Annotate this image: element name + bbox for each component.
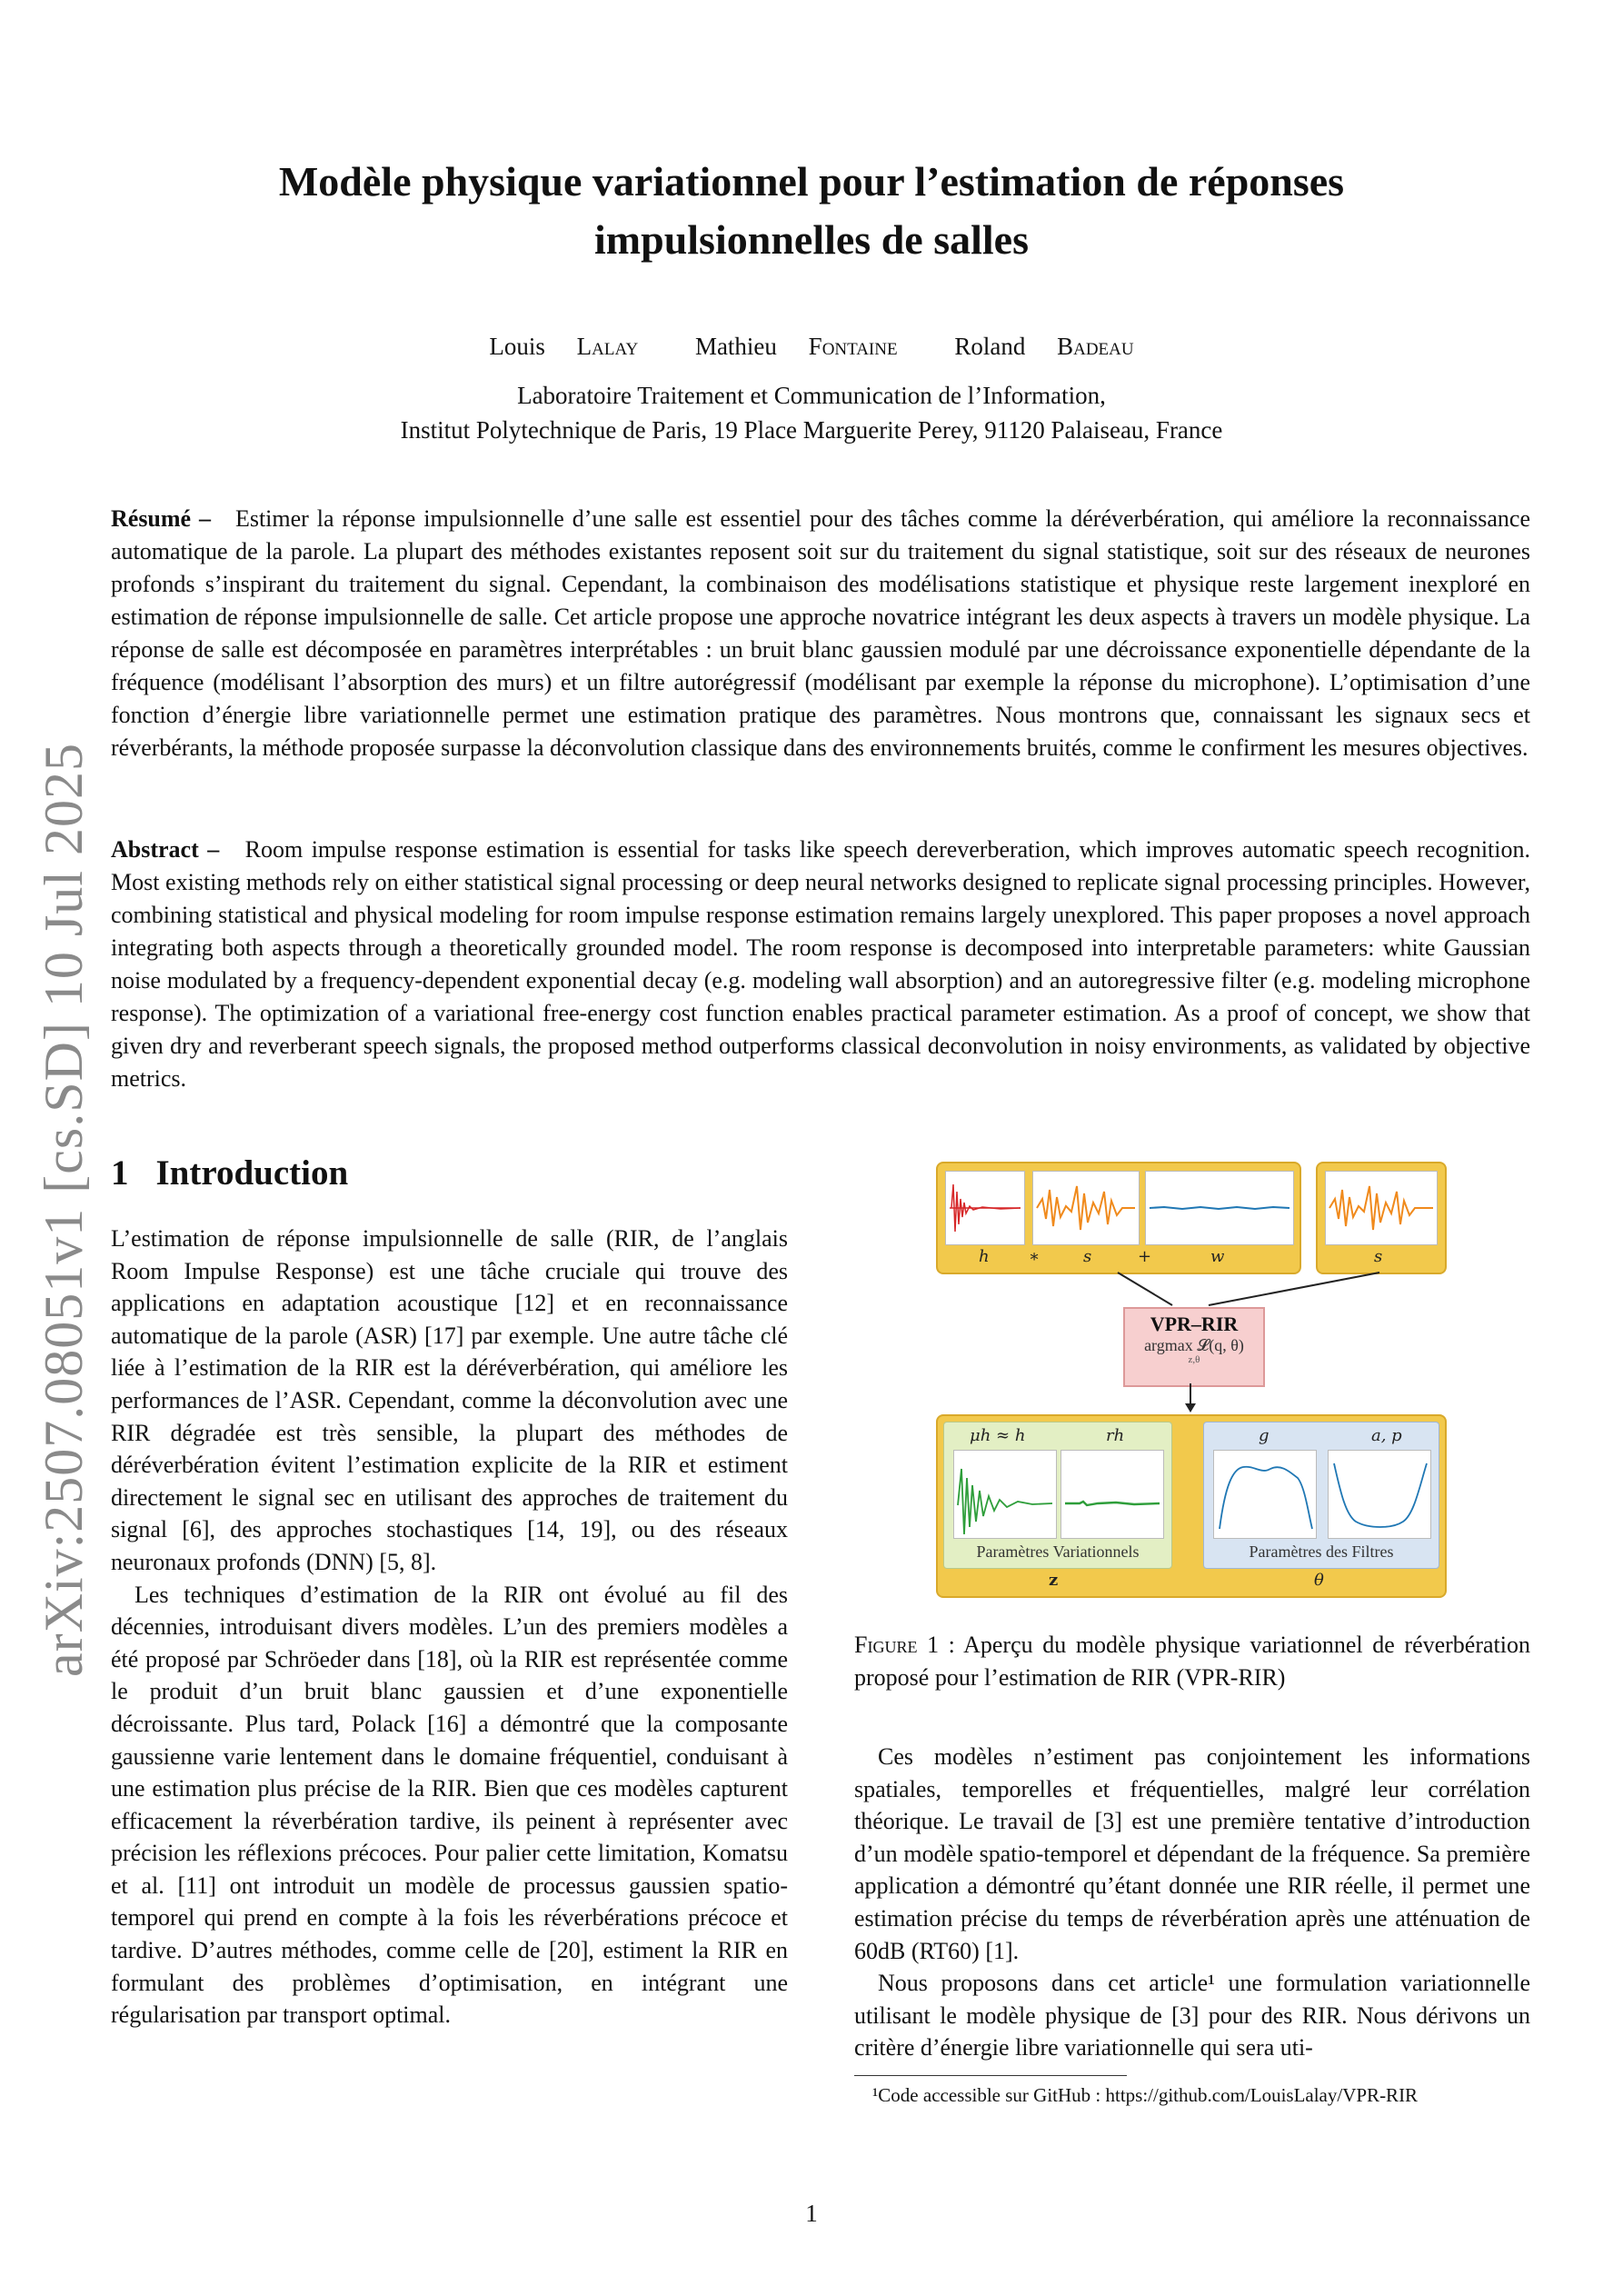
author-last: Badeau xyxy=(1057,333,1134,360)
abstract-text: Room impulse response estimation is essential for tasks like speech dereverberation, which improves automatic speech recognition. Most existing methods rely on either statistical signal processing or deep neural networks designed to replicate signal processing principles. However, combining statistical and physical modeling for room impulse response estimation remains largely unexplored. This paper proposes a novel approach integrating both aspects through a theoretically grounded model. The room response is decomposed into interpretable parameters: white Gaussian noise modulated by a frequency-dependent exponential decay (e.g. modeling wall absorption) and an autoregressive filter (e.g. modeling microphone response). The optimization of a variational free-energy cost function enables practical parameter estimation. As a proof of concept, we show that given dry and reverberant speech signals, the proposed method outperforms classical deconvolution in noisy environments, as validated by objective metrics. xyxy=(111,836,1530,1092)
variational-params xyxy=(943,1422,1172,1569)
caption-label: Figure 1 : xyxy=(854,1632,955,1658)
label-mu-h: μh ≈ h xyxy=(970,1426,1026,1445)
page-number: 1 xyxy=(805,2200,818,2227)
author-first: Roland xyxy=(954,333,1026,360)
paragraph: L’estimation de réponse impulsionnelle de salle (RIR, de l’anglais Room Impulse Response) est une tâche cruciale qui trouve des applications en adaptation acoustique [12] et en reconnaissance automatique de la parole (ASR) [17] par exemple. Une autre tâche clé liée à l’estimation de la RIR est la déréverbération, qui améliore les performances de l’ASR. Cependant, comme la déconvolution avec une RIR dégradée est très sensible, la plupart des méthodes de déréverbération évitent l’estimation explicite de la RIR et estiment directement le signal sec en utilisant des approches de traitement du signal [6], des approches stochastiques [14, 19], ou des réseaux neuronaux profonds (DNN) [5, 8]. xyxy=(111,1225,788,1575)
figure-caption xyxy=(854,1629,1530,1694)
section-number: 1 xyxy=(111,1153,129,1193)
vpr-operator: argmax 𝓛(q, θ) xyxy=(1144,1336,1244,1354)
author-first: Mathieu xyxy=(694,333,777,360)
author xyxy=(476,333,651,360)
section-heading xyxy=(111,1153,348,1193)
author xyxy=(682,333,911,360)
footnote: ¹Code accessible sur GitHub : https://github.com/LouisLalay/VPR-RIR xyxy=(872,2084,1419,2106)
paper-title: Modèle physique variationnel pour l’estimation de réponses impulsionnelles de salles xyxy=(278,158,1345,263)
label-s: s xyxy=(1083,1247,1092,1266)
input-panel xyxy=(936,1162,1301,1274)
plot-mu-h xyxy=(953,1450,1057,1539)
affiliation-line: Institut Polytechnique de Paris, 19 Place Marguerite Perey, 91120 Palaiseau, France xyxy=(400,416,1223,444)
figure-diagram xyxy=(936,1162,1445,1598)
label-plus: + xyxy=(1138,1247,1152,1266)
label-w: w xyxy=(1210,1247,1225,1266)
plot-a-p xyxy=(1328,1450,1431,1539)
vpr-title: VPR–RIR xyxy=(1150,1313,1239,1335)
label-r-h: rh xyxy=(1106,1426,1125,1445)
caption-text: Aperçu du modèle physique variationnel de réverbération proposé pour l’estimation de RIR (VPR-RIR) xyxy=(854,1632,1530,1691)
plot-r-h xyxy=(1060,1450,1164,1539)
author xyxy=(941,333,1146,360)
label-conv: ∗ xyxy=(1029,1247,1041,1266)
plot-s xyxy=(1032,1171,1140,1245)
vpr-rir-block xyxy=(1123,1307,1265,1387)
paragraph: Les techniques d’estimation de la RIR ont évolué au fil des décennies, introduisant divers modèles. L’un des premiers modèles a été proposé par Schröeder dans [18], où la RIR est représentée comme le produit d’un bruit blanc gaussien et d’une exponentielle décroissante. Plus tard, Polack [16] a démontré que la composante gaussienne varie lentement dans le domaine fréquentiel, conduisant à une estimation plus précise de la RIR. Bien que ces modèles capturent efficacement la réverbération tardive, ils peinent à représenter avec précision les réflexions précoces. Pour palier cette limitation, Komatsu et al. [11] ont introduit un modèle de processus gaussien spatio-temporel qui prend en compte à la fois les réverbérations précoce et tardive. D’autres méthodes, comme celle de [20], estiment la RIR en formulant des problèmes d’optimisation, en intégrant une régularisation par transport optimal. xyxy=(111,1581,788,2029)
plot-s-dry xyxy=(1325,1171,1438,1245)
label-s-dry: s xyxy=(1374,1247,1383,1266)
arrows-top xyxy=(936,1269,1445,1309)
plot-g xyxy=(1213,1450,1317,1539)
affiliation-line: Laboratoire Traitement et Communication de l’Information, xyxy=(517,382,1106,409)
paragraph: Ces modèles n’estiment pas conjointement les informations spatiales, temporelles et fréquentielles, malgré leur corrélation théorique. Le travail de [3] est une première tentative d’introduction d’un modèle spatio-temporel et dépendant de la fréquence. Sa première application a démontré qu’étant donnée une RIR réelle, il permet une estimation précise du temps de réverbération après une atténuation de 60dB (RT60) [1]. xyxy=(854,1743,1530,1964)
output-panel xyxy=(936,1414,1447,1598)
label-z: z xyxy=(1049,1571,1059,1590)
author-list xyxy=(136,333,1487,361)
abstract-label: Abstract – xyxy=(111,836,220,863)
label-a-p: a, p xyxy=(1371,1426,1402,1445)
label-theta: θ xyxy=(1314,1571,1324,1590)
dry-signal-panel xyxy=(1316,1162,1447,1274)
section-title: Introduction xyxy=(155,1153,349,1193)
arxiv-stamp: arXiv:2507.08051v1 [cs.SD] 10 Jul 2025 xyxy=(34,743,94,1677)
author-first: Louis xyxy=(489,333,545,360)
right-column xyxy=(854,1741,1530,2064)
plot-h xyxy=(945,1171,1025,1245)
left-column xyxy=(111,1223,788,2031)
variational-caption: Paramètres Variationnels xyxy=(976,1542,1140,1561)
label-g: g xyxy=(1259,1426,1270,1445)
plot-w xyxy=(1145,1171,1294,1245)
author-last: Fontaine xyxy=(808,333,898,360)
resume-text: Estimer la réponse impulsionnelle d’une salle est essentiel pour des tâches comme la déréverbération, qui améliore la reconnaissance automatique de la parole. La plupart des méthodes existantes reposent soit sur du traitement du signal statistique, soit sur des réseaux de neurones profonds s’inspirant du traitement du signal. Cependant, la combinaison des modélisations statistique et physique reste largement inexploré en estimation de réponse impulsionnelle de salle. Cet article propose une approche novatrice intégrant les deux aspects à travers un modèle physique. La réponse de salle est décomposée en paramètres interprétables : un bruit blanc gaussien modulé par une décroissance exponentielle dépendante de la fréquence (modélisant l’absorption des murs) et un filtre autorégressif (modélisant par exemple la réponse du microphone). L’optimisation d’une fonction d’énergie libre variationnelle permet une estimation pratique des paramètres. Nous montrons que, connaissant les signaux secs et réverbérants, la méthode proposée surpasse la déconvolution classique dans des environnements bruités, comme le confirment les mesures objectives. xyxy=(111,505,1530,761)
abstract-block xyxy=(111,834,1530,1095)
resume-label: Résumé – xyxy=(111,505,212,532)
affiliation xyxy=(136,378,1487,447)
filter-params xyxy=(1203,1422,1439,1569)
paragraph: Nous proposons dans cet article¹ une formulation variationnelle utilisant le modèle physique de [3] pour des RIR. Nous dérivons un critère d’énergie libre variationnelle qui sera uti- xyxy=(854,1970,1530,2061)
label-h: h xyxy=(979,1247,990,1266)
filter-caption: Paramètres des Filtres xyxy=(1249,1542,1394,1561)
vpr-subscript: z,θ xyxy=(1188,1354,1200,1365)
footnote-rule xyxy=(854,2075,1127,2076)
arrow-down xyxy=(1181,1383,1200,1414)
resume-block xyxy=(111,503,1530,764)
author-last: Lalay xyxy=(576,333,639,360)
